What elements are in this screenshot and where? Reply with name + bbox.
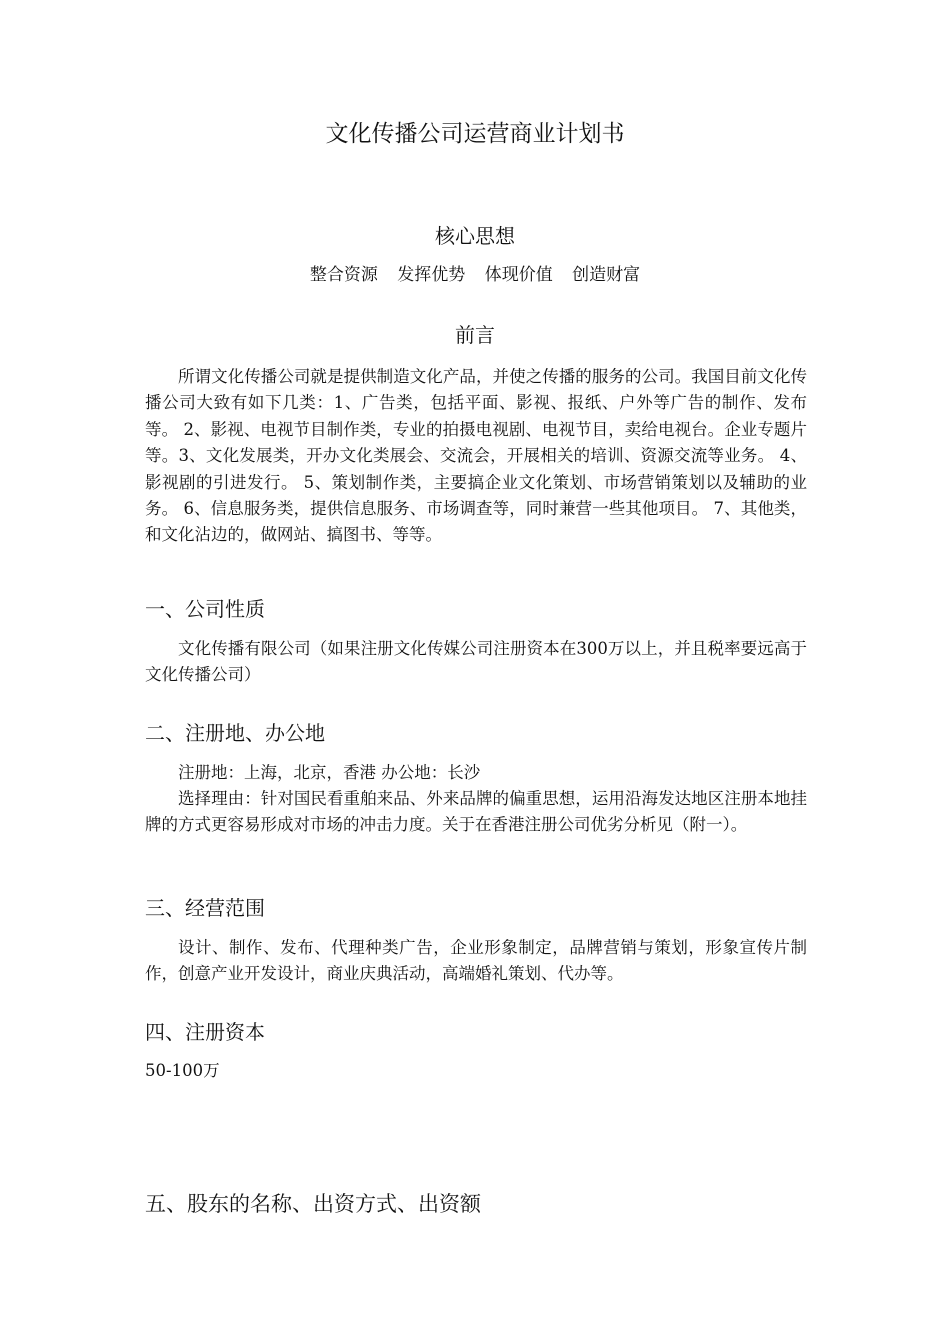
motto-line: 整合资源 发挥优势 体现价值 创造财富 <box>309 265 641 285</box>
section-heading-shareholders: 五、股东的名称、出资方式、出资额 <box>145 1192 481 1216</box>
section-heading-business-scope: 三、经营范围 <box>145 896 265 920</box>
registration-location-line: 注册地：上海，北京，香港 办公地：长沙 <box>178 763 481 782</box>
registration-reason-paragraph: 选择理由：针对国民看重舶来品、外来品牌的偏重思想，运用沿海发达地区注册本地挂牌的方式更容易形成对市场的冲击力度。关于在香港注册公司优劣分析见（附一）。 <box>145 789 807 835</box>
business-scope-paragraph: 设计、制作、发布、代理种类广告，企业形象制定，品牌营销与策划，形象宣传片制作，创意产业开发设计，商业庆典活动，高端婚礼策划、代办等。 <box>145 938 807 984</box>
preface-heading: 前言 <box>455 323 495 347</box>
section-heading-company-nature: 一、公司性质 <box>145 597 265 621</box>
section-heading-registration-office: 二、注册地、办公地 <box>145 721 325 745</box>
company-nature-paragraph: 文化传播有限公司（如果注册文化传媒公司注册资本在300万以上，并且税率要远高于文化传播公司） <box>145 639 807 685</box>
core-idea-heading: 核心思想 <box>435 224 515 248</box>
document-title: 文化传播公司运营商业计划书 <box>325 121 625 147</box>
section-heading-registered-capital: 四、注册资本 <box>145 1020 265 1044</box>
registered-capital-value: 50-100万 <box>145 1061 220 1080</box>
preface-paragraph: 所谓文化传播公司就是提供制造文化产品，并使之传播的服务的公司。我国目前文化传播公司大致有如下几类：1、广告类，包括平面、影视、报纸、户外等广告的制作、发布等。 2、影视、电视节目制作类，专业的拍摄电视剧、电视节目，卖给电视台。企业专题片等。3、文化发展类，开办文化类展会、交流会，开展相关的培训、资源交流等业务。 4、影视剧的引进发行。 5、策划制作类，主要搞企业文化策划、市场营销策划以及辅助的业务。 6、信息服务类，提供信息服务、市场调查等，同时兼营一些其他项目。 7、其他类，和文化沾边的，做网站、搞图书、等等。 <box>145 367 807 545</box>
